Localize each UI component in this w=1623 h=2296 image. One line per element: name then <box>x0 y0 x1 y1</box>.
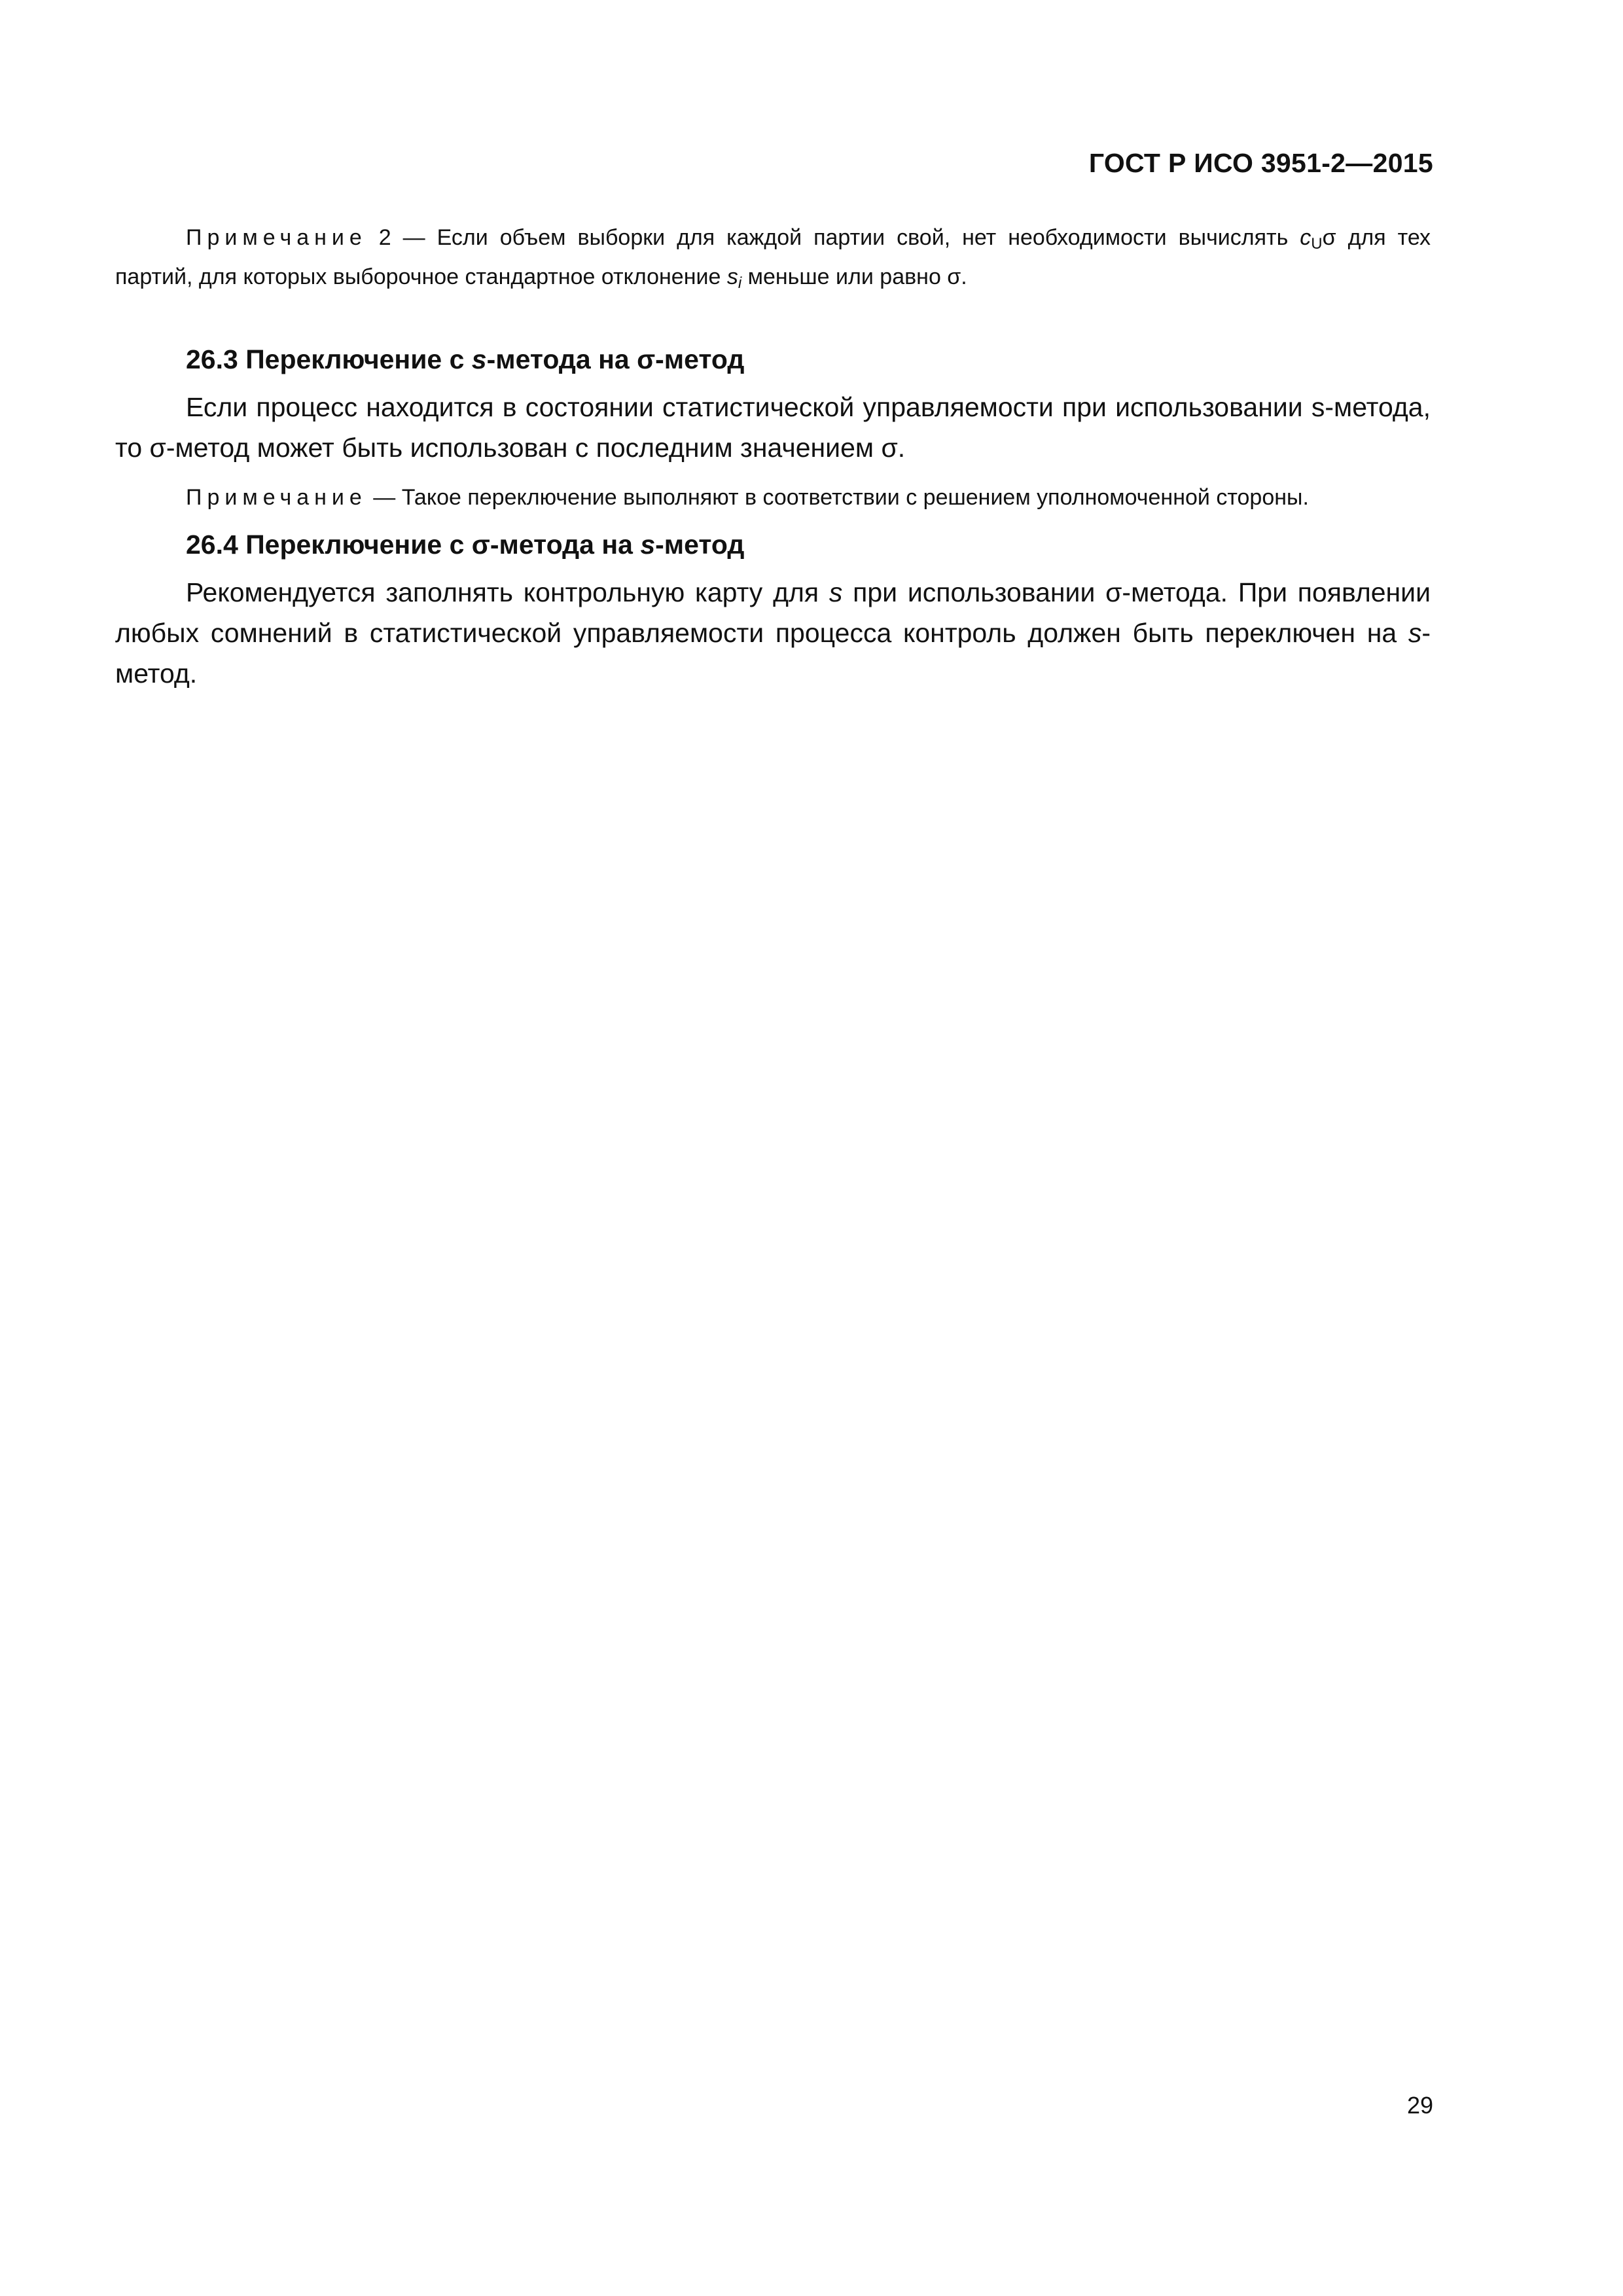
page-content <box>115 221 1431 694</box>
note-text: — Такое переключение выполняют в соответствии с решением уполномоченной стороны. <box>366 485 1309 510</box>
page-number: 29 <box>1406 2092 1433 2119</box>
heading-variable-s: s <box>640 529 656 560</box>
variable-s: s <box>829 577 843 607</box>
subscript-i: i <box>738 274 742 292</box>
heading-text: 26.3 Переключение с <box>186 344 472 374</box>
variable-s: s <box>1408 618 1422 648</box>
document-header: ГОСТ Р ИСО 3951-2—2015 <box>1088 148 1433 178</box>
heading-text: -метода на σ-метод <box>486 344 745 374</box>
paragraph-text: -метод. <box>115 618 1431 689</box>
note-26-3 <box>115 481 1431 514</box>
heading-variable-s: s <box>471 344 487 374</box>
section-heading-26-4 <box>115 529 1431 560</box>
section-heading-26-3 <box>115 344 1431 375</box>
paragraph-26-3: Если процесс находится в состоянии статистической управляемости при использовании s-метода, то σ-метод может быть использован с последним значением σ. <box>115 392 1431 463</box>
note-label: Примечание <box>186 225 367 250</box>
heading-text: -метод <box>655 529 745 560</box>
note-text-2: σ для тех партий, для которых выборочное стандартное отклонение <box>115 225 1431 289</box>
paragraph-text: Рекомендуется заполнять контрольную карту для <box>186 577 829 607</box>
variable-c: c <box>1300 225 1311 250</box>
note-2 <box>115 221 1431 300</box>
paragraph-26-4 <box>115 572 1431 694</box>
subscript-u: U <box>1311 235 1323 253</box>
note-label: Примечание <box>186 485 367 510</box>
variable-s: s <box>726 264 738 289</box>
note-text-3: меньше или равно σ. <box>741 264 967 289</box>
note-text-1: 2 — Если объем выборки для каждой партии свой, нет необходимости вычислять <box>366 225 1300 250</box>
heading-text: 26.4 Переключение с σ-метода на <box>186 529 641 560</box>
paragraph-text: при использовании σ-метода. При появлении любых сомнений в статистической управляемости процесса контроль должен быть переключен на <box>115 577 1431 648</box>
